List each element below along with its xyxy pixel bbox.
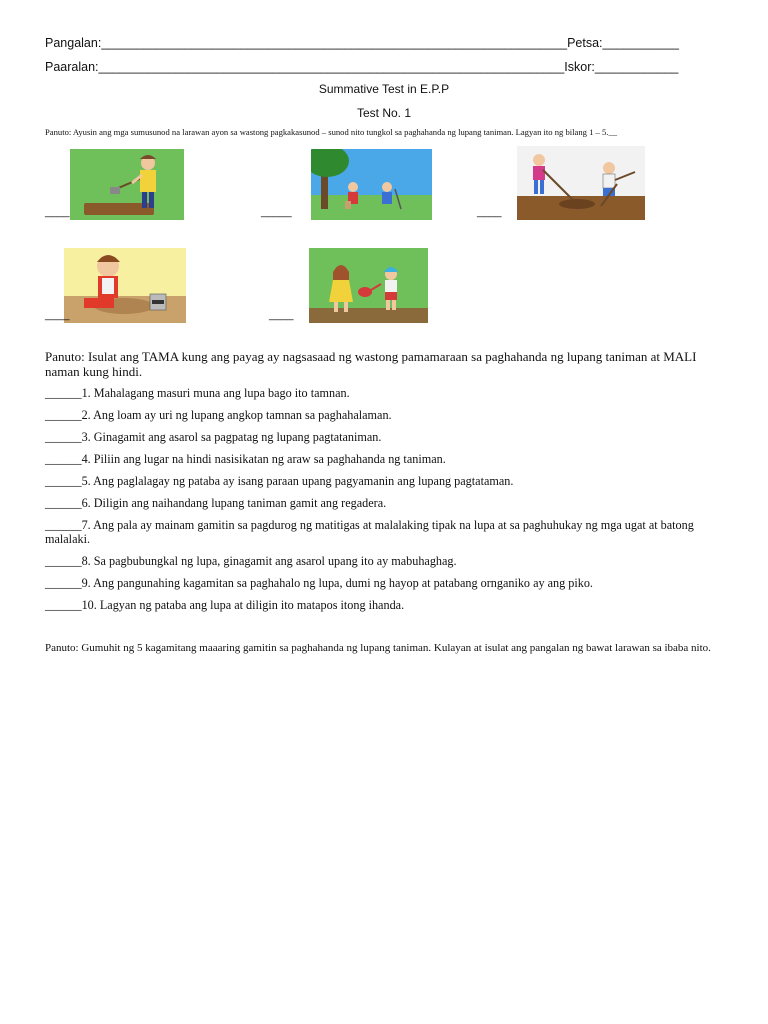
date-label: Petsa:: [567, 36, 603, 50]
question-item-9: ______9. Ang pangunahing kagamitan sa paghahalo ng lupa, dumi ng hayop at patabang ornganiko ay ang piko.: [45, 576, 593, 590]
question-item-3: ______3. Ginagamit ang asarol sa pagpatag ng lupang pagtataniman.: [45, 430, 382, 444]
score-label: Iskor:: [564, 60, 595, 74]
children-digging-picture: [517, 146, 645, 220]
order-blank-2[interactable]: _____: [261, 206, 292, 218]
question-item-7: ______7. Ang pala ay mainam gamitin sa pagdurog ng matitigas at malalaking tipak na lupa at sa paghuhukay ng mga ugat at batong malalaki.: [45, 518, 694, 546]
part2-instruction: Panuto: Isulat ang TAMA kung ang payag ay nagsasaad ng wastong pamamaraan sa paghahanda ng lupang taniman at MALI naman kung hindi.: [45, 349, 697, 379]
child-fertilizing-soil-picture: [64, 248, 186, 323]
page-subtitle: Test No. 1: [356, 106, 412, 120]
school-label: Paaralan:: [45, 60, 99, 74]
question-item-5: ______5. Ang paglalagay ng pataba ay isang paraan upang pagyamanin ang lupang pagtataman.: [45, 474, 514, 488]
date-field[interactable]: ___________: [602, 36, 680, 50]
order-blank-4[interactable]: ____: [45, 309, 70, 321]
question-item-4: ______4. Piliin ang lugar na hindi nasisikatan ng araw sa paghahanda ng taniman.: [45, 452, 446, 466]
question-item-2: ______2. Ang loam ay uri ng lupang angkop tamnan sa paghahalaman.: [45, 408, 392, 422]
question-item-10: ______10. Lagyan ng pataba ang lupa at diligin ito matapos itong ihanda.: [45, 598, 405, 612]
part3-instruction: Panuto: Gumuhit ng 5 kagamitang maaaring gamitin sa paghahanda ng lupang taniman. Kulayan at isulat ang pangalan ng bawat larawan sa ibaba nito.: [45, 642, 711, 654]
school-field[interactable]: ___________________________________________________________________: [98, 60, 565, 74]
question-item-8: ______8. Sa pagbubungkal ng lupa, ginagamit ang asarol upang ito ay mabuhaghag.: [45, 554, 457, 568]
name-field[interactable]: ___________________________________________________________________: [101, 36, 568, 50]
name-label: Pangalan:: [45, 36, 102, 50]
order-blank-5[interactable]: ____: [269, 309, 294, 321]
name-row: [45, 36, 679, 50]
children-under-tree-picture: [311, 149, 432, 220]
school-row: [45, 60, 678, 74]
page-title: Summative Test in E.P.P: [318, 82, 450, 96]
question-item-1: ______1. Mahalagang masuri muna ang lupa bago ito tamnan.: [45, 386, 350, 400]
order-blank-1[interactable]: ____: [45, 206, 70, 218]
question-item-6: ______6. Diligin ang naihandang lupang taniman gamit ang regadera.: [45, 496, 387, 510]
part1-instruction: Panuto: Ayusin ang mga sumusunod na larawan ayon sa wastong pagkakasunod – sunod nito tungkol sa paghahanda ng lupang taniman. Lagyan ito ng bilang 1 – 5.__: [45, 127, 618, 137]
children-watering-picture: [309, 248, 428, 323]
score-field[interactable]: ____________: [594, 60, 679, 74]
man-hoeing-soil-picture: [70, 149, 184, 220]
order-blank-3[interactable]: ____: [477, 206, 502, 218]
